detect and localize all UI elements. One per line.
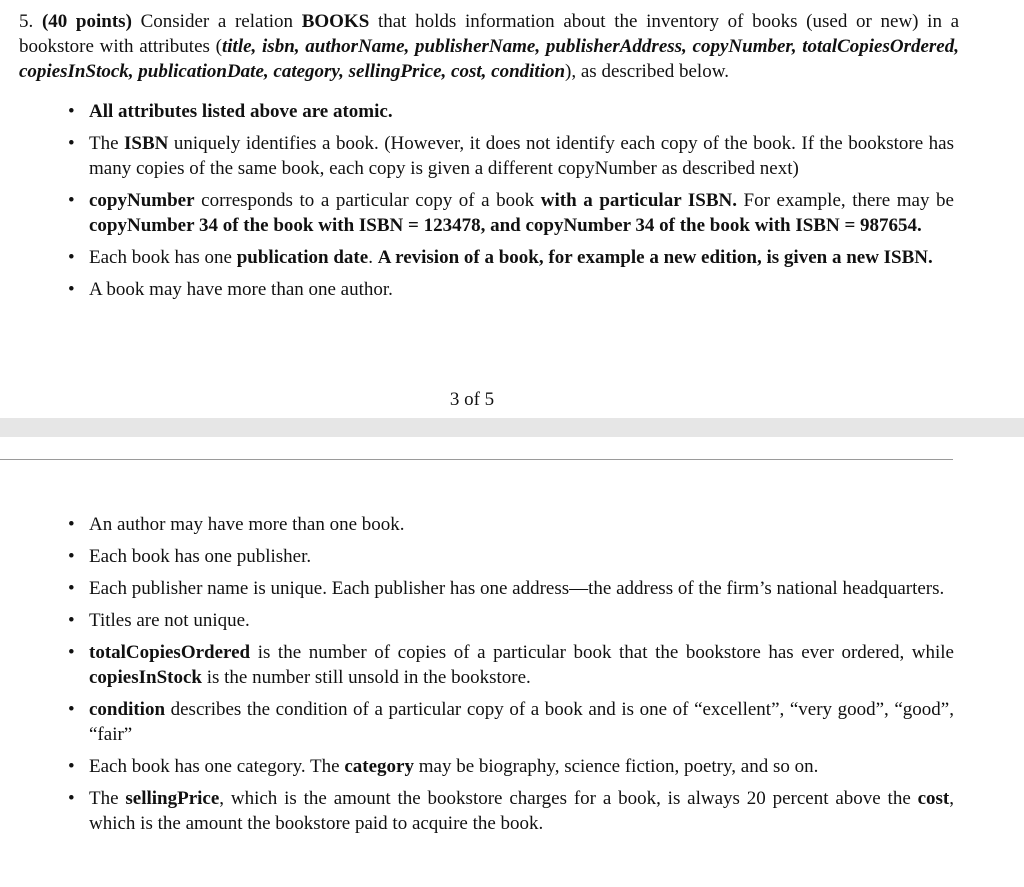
list-text: A book may have more than one author.	[89, 279, 393, 300]
bullet-icon: •	[68, 610, 75, 631]
attribute-list: title, isbn, authorName, publisherName, publisherAddress, copyNumber, totalCopiesOrdered, copiesInStock, publicationDate, category, sellingPrice, cost, condition	[19, 36, 959, 82]
bullet-icon: •	[68, 642, 75, 663]
list-item	[62, 245, 954, 270]
list-text: An author may have more than one book.	[89, 514, 405, 535]
list-item	[62, 754, 954, 779]
intro-text-1: Consider a relation	[140, 11, 294, 32]
bullet-icon: •	[68, 788, 75, 809]
header-rule	[0, 459, 953, 460]
intro-text-3: ), as described below.	[565, 61, 729, 82]
problem-5-intro	[19, 9, 959, 84]
list-text: is the number of copies of a particular book that the bookstore has ever ordered, while	[250, 642, 954, 663]
list-text: .	[368, 247, 378, 268]
list-text: is the number still unsold in the bookstore.	[201, 667, 531, 688]
list-item	[62, 576, 954, 601]
list-text: The	[89, 788, 126, 809]
bullet-icon: •	[68, 247, 75, 268]
bullet-icon: •	[68, 578, 75, 599]
list-text: may be biography, science fiction, poetry, and so on.	[414, 756, 819, 777]
bullet-icon: •	[68, 546, 75, 567]
list-bold: condition	[89, 699, 166, 720]
list-text: Each publisher name is unique. Each publisher has one address—the address of the firm’s national headquarters.	[89, 578, 945, 599]
list-bold: totalCopiesOrdered	[89, 642, 251, 663]
list-text: Titles are not unique.	[89, 610, 250, 631]
list-text: describes the condition of a particular copy of a book and is one of “excellent”, “very good”, “good”, “fair”	[89, 699, 954, 745]
list-text: , which is the amount the bookstore charges for a book, is always 20 percent above the	[219, 788, 918, 809]
list-text: Each book has one publisher.	[89, 546, 312, 567]
list-item	[62, 188, 954, 238]
relation-name: BOOKS	[301, 11, 370, 32]
bullet-icon: •	[68, 190, 75, 211]
list-item	[62, 277, 954, 302]
list-item	[62, 512, 954, 537]
page-3-bottom-section	[0, 0, 1024, 418]
bullet-icon: •	[68, 699, 75, 720]
problem-points: (40 points)	[41, 11, 132, 32]
list-text: Each book has one	[89, 247, 237, 268]
bullet-icon: •	[68, 514, 75, 535]
bullet-icon: •	[68, 101, 75, 122]
list-bold: copyNumber 34 of the book with ISBN = 123478, and copyNumber 34 of the book with ISBN = 987654.	[89, 215, 922, 236]
bullet-icon: •	[68, 756, 75, 777]
list-bold: with a particular ISBN.	[540, 190, 737, 211]
list-item	[62, 131, 954, 181]
requirements-list-top	[62, 99, 954, 309]
list-bold: cost	[917, 788, 950, 809]
problem-number: 5.	[19, 11, 34, 32]
atomic-attributes-note: All attributes listed above are atomic.	[89, 101, 393, 122]
bullet-icon: •	[68, 133, 75, 154]
page-number: 3 of 5	[449, 389, 495, 410]
list-bold: category	[344, 756, 414, 777]
list-text: The	[89, 133, 125, 154]
list-bold: copyNumber	[89, 190, 195, 211]
bullet-icon: •	[68, 279, 75, 300]
list-bold: A revision of a book, for example a new edition, is given a new ISBN.	[377, 247, 933, 268]
requirements-list-bottom	[62, 512, 954, 843]
page-separator	[0, 418, 1024, 437]
list-text: For example, there may be	[736, 190, 954, 211]
list-item	[62, 697, 954, 747]
list-bold: ISBN	[124, 133, 169, 154]
list-item	[62, 608, 954, 633]
intro-text-2: that holds information about the inventory of books (used or new) in a bookstore with attributes (	[19, 11, 960, 57]
list-item	[62, 544, 954, 569]
list-bold: publication date	[236, 247, 369, 268]
list-bold: copiesInStock	[89, 667, 202, 688]
list-item	[62, 640, 954, 690]
list-item	[62, 786, 954, 836]
list-bold: sellingPrice	[125, 788, 220, 809]
list-text: , which is the amount the bookstore paid to acquire the book.	[89, 788, 954, 834]
list-text: corresponds to a particular copy of a book	[194, 190, 541, 211]
list-text: Each book has one category. The	[89, 756, 345, 777]
list-text: uniquely identifies a book. (However, it does not identify each copy of the book. If the bookstore has many copies of the same book, each copy is given a different copyNumber as described next)	[89, 133, 954, 179]
list-item	[62, 99, 954, 124]
